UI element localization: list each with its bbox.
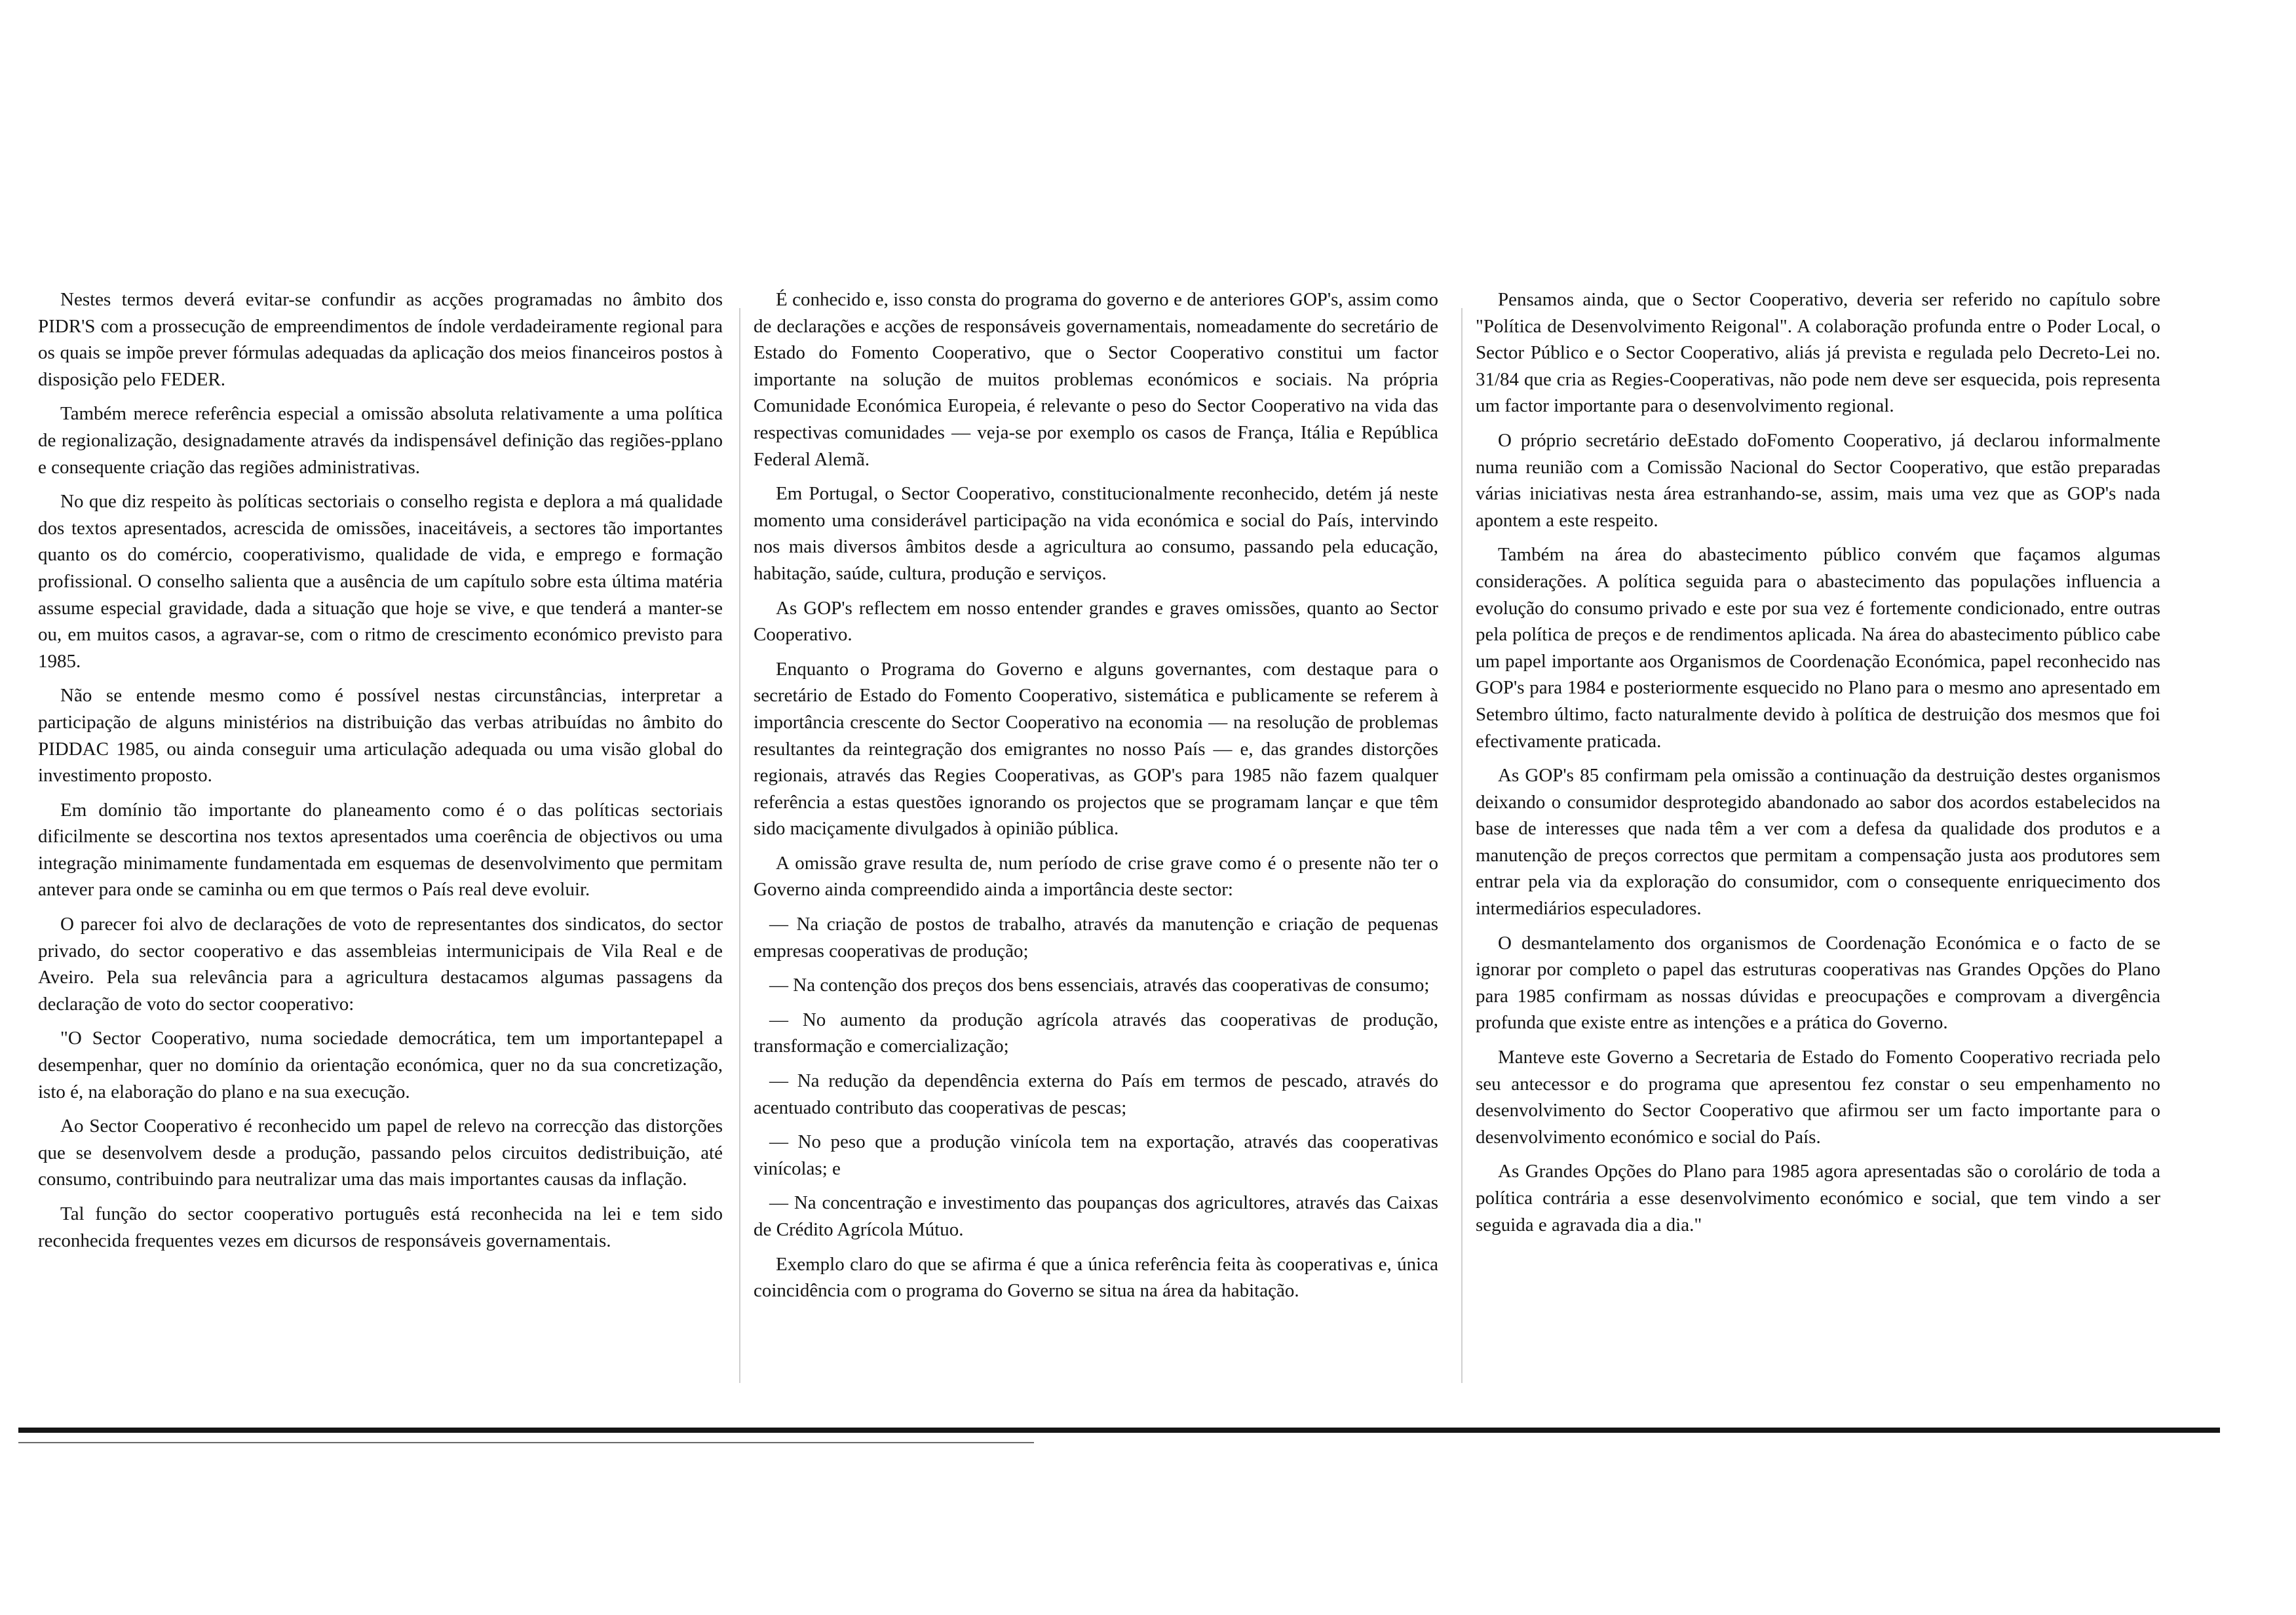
paragraph: Não se entende mesmo como é possível nestas circunstâncias, interpretar a participação de alguns ministérios na distribuição das verbas atribuídas no âmbito do PIDDAC 1985, ou ainda conseguir uma articulação adequada ou uma visão global do investimento proposto. xyxy=(38,685,723,787)
list-item: — No aumento da produção agrícola através das cooperativas de produção, transformação e comercialização; xyxy=(754,1009,1438,1057)
bottom-rule-thin xyxy=(18,1442,1034,1443)
column-separator xyxy=(1461,308,1463,1383)
paragraph: O desmantelamento dos organismos de Coordenação Económica e o facto de se ignorar por completo o papel das estruturas cooperativas nas Grandes Opções do Plano para 1985 confirmam as nossas dúvidas e preocupações e comprovam a divergência profunda que existe entre as intenções e a prática do Governo. xyxy=(1476,932,2160,1034)
paragraph: A omissão grave resulta de, num período de crise grave como é o presente não ter o Governo ainda compreendido ainda a importância deste sector: xyxy=(754,852,1438,901)
paragraph: No que diz respeito às políticas sectoriais o conselho regista e deplora a má qualidade dos textos apresentados, acrescida de omissões, inaceitáveis, a sectores tão importantes quanto os do comércio, cooperativismo, qualidade de vida, e emprego e formação profissional. O conselho salienta que a ausência de um capítulo sobre esta última matéria assume especial gravidade, dada a situação que hoje se vive, e que tenderá a manter-se ou, em muitos casos, a agravar-se, com o ritmo de crescimento económico previsto para 1985. xyxy=(38,491,723,672)
paragraph: Manteve este Governo a Secretaria de Estado do Fomento Cooperativo recriada pelo seu antecessor e do programa que apresentou fez constar o seu empenhamento no desenvolvimento do Sector Cooperativo que afirmou ser um facto importante para o desenvolvimento económico e social do País. xyxy=(1476,1047,2160,1148)
closing-paragraph: As Grandes Opções do Plano para 1985 agora apresentadas são o corolário de toda a política contrária a esse desenvolvimento económico e social, que tem vindo a ser seguida e agravada dia a dia." xyxy=(1476,1161,2160,1236)
text-column-3 xyxy=(1476,286,2160,1246)
paragraph: Em Portugal, o Sector Cooperativo, constitucionalmente reconhecido, detém já neste momento uma considerável participação na vida económica e social do País, intervindo nos mais diversos âmbitos desde a agricultura ao consumo, passando pela educação, habitação, saúde, cultura, produção e serviços. xyxy=(754,483,1438,584)
list-item: — Na criação de postos de trabalho, através da manutenção e criação de pequenas empresas cooperativas de produção; xyxy=(754,914,1438,962)
list-item: — No peso que a produção vinícola tem na exportação, através das cooperativas vinícolas; e xyxy=(754,1131,1438,1179)
paragraph: Tal função do sector cooperativo português está reconhecida na lei e tem sido reconhecida frequentes vezes em dicursos de responsáveis governamentais. xyxy=(38,1203,723,1251)
text-column-1 xyxy=(38,286,723,1262)
paragraph: As GOP's reflectem em nosso entender grandes e graves omissões, quanto ao Sector Cooperativo. xyxy=(754,597,1438,646)
paragraph: Nestes termos deverá evitar-se confundir as acções programadas no âmbito dos PIDR'S com a prossecução de empreendimentos de índole verdadeiramente regional para os quais se impõe prever fórmulas adequadas da aplicação dos meios financeiros postos à disposição pelo FEDER. xyxy=(38,289,723,390)
paragraph: O parecer foi alvo de declarações de voto de representantes dos sindicatos, do sector privado, do sector cooperativo e das assembleias intermunicipais de Vila Real e de Aveiro. Pela sua relevância para a agricultura destacamos algumas passagens da declaração de voto do sector cooperativo: xyxy=(38,914,723,1015)
column-separator xyxy=(739,308,740,1383)
paragraph: É conhecido e, isso consta do programa do governo e de anteriores GOP's, assim como de declarações e acções de responsáveis governamentais, nomeadamente do secretário de Estado do Fomento Cooperativo, que o Sector Cooperativo constitui um factor importante na solução de muitos problemas económicos e sociais. Na própria Comunidade Económica Europeia, é relevante o peso do Sector Cooperativo na vida das respectivas comunidades — veja-se por exemplo os casos de França, Itália e República Federal Alemã. xyxy=(754,289,1438,470)
paragraph: As GOP's 85 confirmam pela omissão a continuação da destruição destes organismos deixando o consumidor desprotegido abandonado ao sabor dos acordos estabelecidos na base de interesses que nada têm a ver com a defesa da qualidade dos produtos e a manutenção de preços correctos que permitam a compensação justa aos produtores sem entrar pela via da exploração do consumidor, com o consequente enriquecimento dos intermediários especuladores. xyxy=(1476,765,2160,920)
paragraph: Também na área do abastecimento público convém que façamos algumas considerações. A política seguida para o abastecimento das populações influencia a evolução do consumo privado e este por sua vez é fortemente condicionado, entre outras pela política de preços e de rendimentos aplicada. Na área do abastecimento público cabe um papel importante aos Organismos de Coordenação Económica, papel reconhecido nas GOP's para 1984 e posteriormente esquecido no Plano para o mesmo ano apresentado em Setembro último, facto naturalmente devido à política de destruição dos mesmos que foi efectivamente praticada. xyxy=(1476,544,2160,752)
paragraph: Também merece referência especial a omissão absoluta relativamente a uma política de regionalização, designadamente através da indispensável definição das regiões-pplano e consequente criação das regiões administrativas. xyxy=(38,403,723,478)
paragraph: Pensamos ainda, que o Sector Cooperativo, deveria ser referido no capítulo sobre "Política de Desenvolvimento Reigonal". A colaboração profunda entre o Poder Local, o Sector Público e o Sector Cooperativo, aliás já prevista e regulada pelo Decreto-Lei no. 31/84 que cria as Regies-Cooperativas, não pode nem deve ser esquecida, pois representa um factor importante para o desenvolvimento regional. xyxy=(1476,289,2160,417)
list-item: — Na redução da dependência externa do País em termos de pescado, através do acentuado contributo das cooperativas de pescas; xyxy=(754,1070,1438,1118)
text-column-2 xyxy=(754,286,1438,1312)
bottom-rule xyxy=(18,1428,2220,1433)
paragraph: Em domínio tão importante do planeamento como é o das políticas sectoriais dificilmente se descortina nos textos apresentados uma coerência de objectivos ou uma integração minimamente fundamentada em esquemas de desenvolvimento que permitam antever para onde se caminha ou em que termos o País real deve evoluir. xyxy=(38,799,723,901)
paragraph: Ao Sector Cooperativo é reconhecido um papel de relevo na correcção das distorções que se desenvolvem desde a produção, passando pelos circuitos dedistribuição, até consumo, contribuindo para neutralizar uma das mais importantes causas da inflação. xyxy=(38,1116,723,1190)
paragraph: Enquanto o Programa do Governo e alguns governantes, com destaque para o secretário de Estado do Fomento Cooperativo, sistemática e publicamente se referem à importância crescente do Sector Cooperativo na economia — na resolução de problemas resultantes da reintegração dos emigrantes no nosso País — e, das grandes distorções regionais, através das Regies Cooperativas, as GOP's para 1985 não fazem qualquer referência a estas questões ignorando os projectos que se programam lançar e que têm sido maciçamente divulgados à opinião pública. xyxy=(754,658,1438,840)
list-item: — Na concentração e investimento das poupanças dos agricultores, através das Caixas de Crédito Agrícola Mútuo. xyxy=(754,1192,1438,1240)
quote-paragraph: "O Sector Cooperativo, numa sociedade democrática, tem um importantepapel a desempenhar, quer no domínio da orientação económica, quer no da sua concretização, isto é, na elaboração do plano e na sua execução. xyxy=(38,1028,723,1102)
paragraph: O próprio secretário deEstado doFomento Cooperativo, já declarou informalmente numa reunião com a Comissão Nacional do Sector Cooperativo, que estão preparadas várias iniciativas nesta área estranhando-se, assim, mais uma vez que as GOP's nada apontem a este respeito. xyxy=(1476,429,2160,531)
paragraph: Exemplo claro do que se afirma é que a única referência feita às cooperativas e, única coincidência com o programa do Governo se situa na área da habitação. xyxy=(754,1253,1438,1302)
list-item: — Na contenção dos preços dos bens essenciais, através das cooperativas de consumo; xyxy=(769,975,1430,996)
